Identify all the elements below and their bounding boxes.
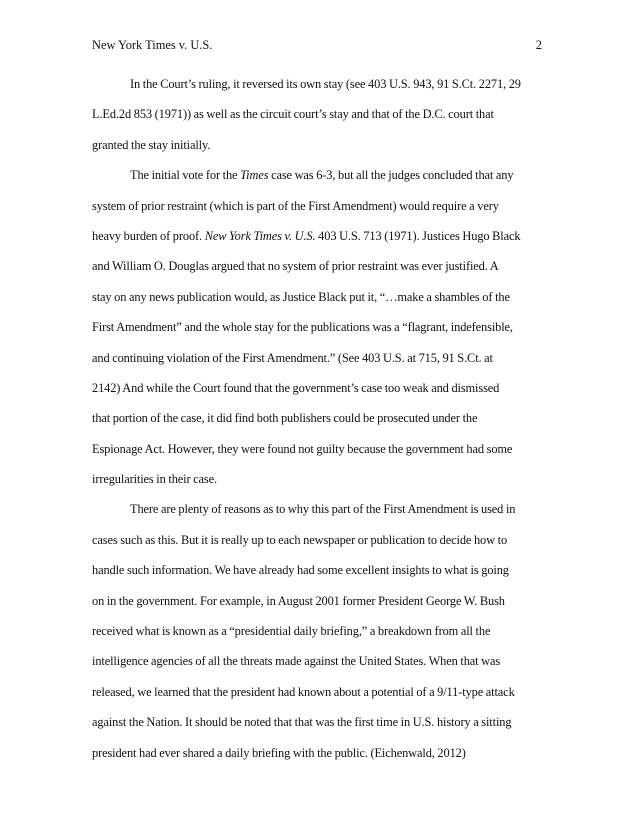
text-line: [92, 99, 558, 129]
text-run: granted the stay initially.: [92, 137, 211, 152]
text-line: [92, 251, 558, 281]
body-text: [92, 69, 558, 768]
text-line: [92, 555, 558, 585]
paragraph: [92, 494, 558, 768]
text-run: received what is known as a “presidential daily briefing,” a breakdown from all the: [92, 624, 491, 639]
text-run: that portion of the case, it did find both publishers could be prosecuted under the: [92, 411, 478, 426]
running-head-title: New York Times v. U.S.: [92, 38, 213, 52]
text-line: [92, 525, 558, 555]
paragraph: [92, 69, 558, 160]
text-run: cases such as this. But it is really up to each newspaper or publication to decide how to: [92, 532, 508, 547]
text-line: [92, 494, 558, 524]
text-line: [92, 403, 558, 433]
text-line: [92, 738, 558, 768]
italic-citation: New York Times v. U.S.: [204, 228, 316, 243]
text-run: intelligence agencies of all the threats made against the United States. When that was: [92, 654, 501, 669]
text-line: [92, 707, 558, 737]
text-run: system of prior restraint (which is part of the First Amendment) would require a very: [92, 198, 499, 213]
italic-citation: Times: [240, 168, 269, 183]
text-line: [92, 160, 558, 190]
text-line: [92, 616, 558, 646]
text-run: handle such information. We have already had some excellent insights to what is going: [92, 563, 509, 578]
text-run: First Amendment” and the whole stay for the publications was a “flagrant, indefensible,: [92, 320, 513, 335]
text-run: There are plenty of reasons as to why this part of the First Amendment is used in: [130, 502, 516, 517]
text-line: [92, 312, 558, 342]
text-run: L.Ed.2d 853 (1971)) as well as the circuit court’s stay and that of the D.C. court that: [92, 107, 494, 122]
text-run: on in the government. For example, in August 2001 former President George W. Bush: [92, 593, 505, 608]
text-line: [92, 373, 558, 403]
text-line: [92, 282, 558, 312]
text-line: [92, 221, 558, 251]
text-run: Espionage Act. However, they were found not guilty because the government had some: [92, 441, 513, 456]
text-line: [92, 343, 558, 373]
paragraph: [92, 160, 558, 494]
text-run: In the Court’s ruling, it reversed its own stay (see 403 U.S. 943, 91 S.Ct. 2271, 29: [130, 77, 521, 91]
text-run: and continuing violation of the First Amendment.” (See 403 U.S. at 715, 91 S.Ct. at: [92, 350, 493, 365]
text-line: [92, 464, 558, 494]
text-line: [92, 191, 558, 221]
text-run: 403 U.S. 713 (1971). Justices Hugo Black: [315, 228, 521, 243]
text-run: The initial vote for the: [130, 168, 241, 183]
text-run: irregularities in their case.: [92, 472, 217, 487]
text-line: [92, 646, 558, 676]
text-run: against the Nation. It should be noted that that was the first time in U.S. history a sitting: [92, 715, 512, 730]
text-line: [92, 434, 558, 464]
page-number: 2: [535, 38, 542, 52]
text-run: and William O. Douglas argued that no system of prior restraint was ever justified. A: [92, 259, 499, 274]
text-line: [92, 677, 558, 707]
running-header: [92, 38, 542, 56]
text-run: case was 6-3, but all the judges concluded that any: [268, 168, 514, 183]
text-line: [92, 586, 558, 616]
text-run: stay on any news publication would, as Justice Black put it, “…make a shambles of the: [92, 289, 510, 304]
text-run: president had ever shared a daily briefing with the public. (Eichenwald, 2012): [92, 745, 466, 760]
text-run: 2142) And while the Court found that the government’s case too weak and dismissed: [92, 380, 500, 395]
text-line: [92, 130, 558, 160]
text-line: [92, 69, 558, 99]
text-run: heavy burden of proof.: [92, 228, 205, 243]
text-run: released, we learned that the president had known about a potential of a 9/11-type attack: [92, 684, 515, 699]
